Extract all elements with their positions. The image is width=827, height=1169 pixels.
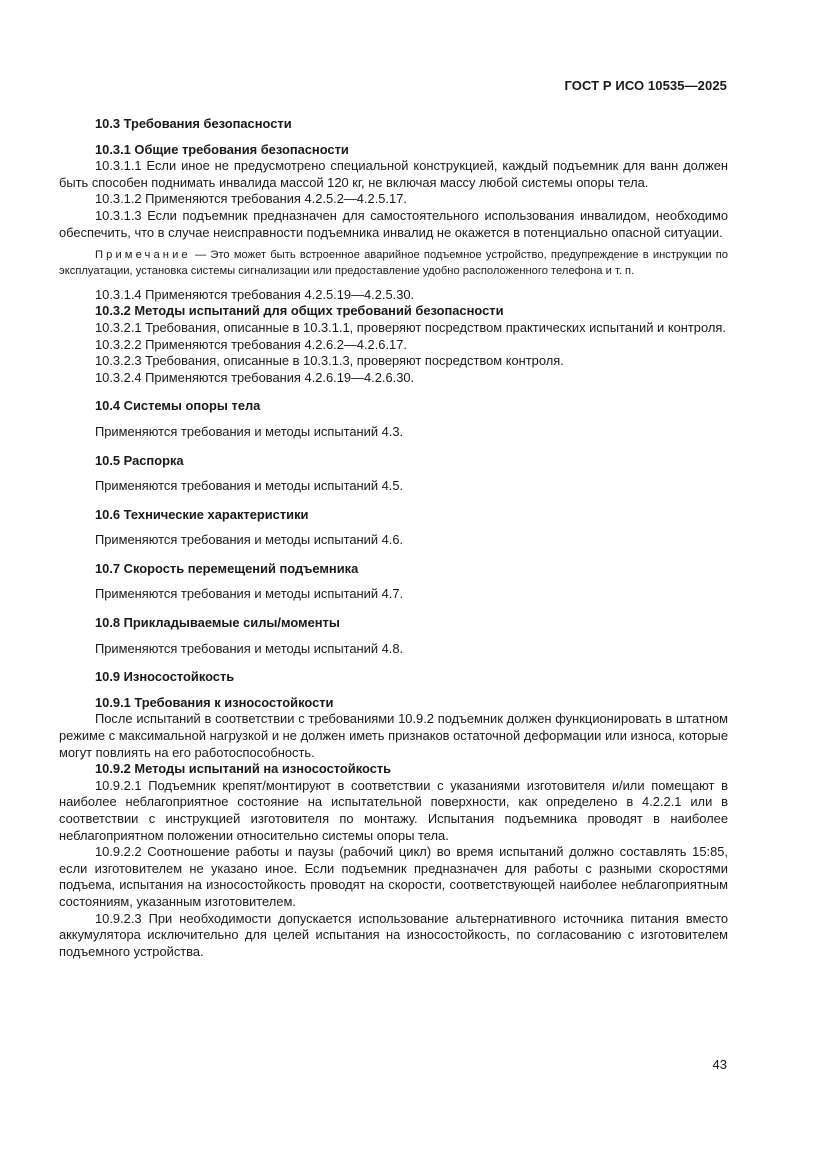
note-text: — Это может быть встроенное аварийное подъемное устройство, предупреждение в инструкции по эксплуатации, установка системы сигнализации или предоставление удобно расположенного телефона и т. п. bbox=[59, 249, 728, 277]
paragraph: 10.3.1.4 Применяются требования 4.2.5.19—4.2.5.30. bbox=[95, 286, 415, 302]
paragraph: Применяются требования и методы испытаний 4.8. bbox=[95, 640, 404, 656]
paragraph: Применяются требования и методы испытаний 4.7. bbox=[95, 586, 404, 602]
paragraph: 10.9.2.3 При необходимости допускается использование альтернативного источника питания вместо аккумулятора исключительно для целей испытания на износостойкость, по согласованию с изготовителем подъемного устройства. bbox=[59, 910, 728, 959]
subsection-heading: 10.9.2 Методы испытаний на износостойкость bbox=[95, 761, 392, 777]
paragraph: 10.3.1.1 Если иное не предусмотрено специальной конструкцией, каждый подъемник для ванн должен быть способен поднимать инвалида массой 120 кг, не включая массу любой системы опоры тела. bbox=[59, 158, 728, 190]
page-number: 43 bbox=[712, 1057, 727, 1072]
section-heading: 10.4 Системы опоры тела bbox=[95, 398, 261, 414]
paragraph: 10.3.2.1 Требования, описанные в 10.3.1.1, проверяют посредством практических испытаний и контроля. bbox=[95, 319, 726, 335]
subsection-heading: 10.3.2 Методы испытаний для общих требований безопасности bbox=[95, 303, 504, 319]
document-body bbox=[59, 116, 728, 960]
paragraph: 10.3.2.3 Требования, описанные в 10.3.1.3, проверяют посредством контроля. bbox=[95, 353, 564, 369]
paragraph: 10.3.1.3 Если подъемник предназначен для самостоятельного использования инвалидом, необходимо обеспечить, что в случае неисправности подъемника инвалид не окажется в потенциально опасной ситуации. bbox=[59, 207, 728, 240]
section-heading: 10.8 Прикладываемые силы/моменты bbox=[95, 615, 340, 631]
section-heading: 10.9 Износостойкость bbox=[95, 669, 235, 685]
subsection-heading: 10.3.1 Общие требования безопасности bbox=[95, 141, 349, 157]
paragraph: 10.3.2.2 Применяются требования 4.2.6.2—4.2.6.17. bbox=[95, 336, 407, 352]
paragraph: 10.9.2.1 Подъемник крепят/монтируют в соответствии с указаниями изготовителя и/или помещают в наиболее неблагоприятное состояние на испытательной поверхности, как определено в 4.2.2.1 или в соответствии с инструкцией изготовителя по монтажу. Испытания подъемника проводят в наиболее неблагоприятном положении относительно системы опоры тела. bbox=[59, 777, 728, 843]
section-heading: 10.7 Скорость перемещений подъемника bbox=[95, 560, 359, 576]
paragraph: После испытаний в соответствии с требованиями 10.9.2 подъемник должен функционировать в штатном режиме с максимальной нагрузкой и не должен иметь признаков остаточной деформации или износа, которые могут повлиять на его работоспособность. bbox=[59, 711, 728, 760]
section-heading: 10.6 Технические характеристики bbox=[95, 506, 309, 522]
paragraph: 10.3.1.2 Применяются требования 4.2.5.2—4.2.5.17. bbox=[95, 191, 407, 207]
section-heading: 10.5 Распорка bbox=[95, 452, 184, 468]
section-heading: 10.3 Требования безопасности bbox=[95, 116, 292, 131]
document-header: ГОСТ Р ИСО 10535—2025 bbox=[564, 78, 727, 93]
note-label: Примечание bbox=[95, 249, 191, 262]
paragraph: 10.9.2.2 Соотношение работы и паузы (рабочий цикл) во время испытаний должно составлять 15:85, если изготовителем не указано иное. Если подъемник предназначен для работы с разными скоростями подъема, испытания на износостойкость проводят на скорости, соответствующей наиболее неблагоприятным состояниям, указанным изготовителем. bbox=[59, 844, 728, 909]
paragraph: Применяются требования и методы испытаний 4.6. bbox=[95, 532, 404, 548]
paragraph: Применяются требования и методы испытаний 4.5. bbox=[95, 478, 404, 494]
paragraph: 10.3.2.4 Применяются требования 4.2.6.19—4.2.6.30. bbox=[95, 369, 415, 385]
subsection-heading: 10.9.1 Требования к износостойкости bbox=[95, 694, 334, 710]
note bbox=[59, 248, 728, 280]
paragraph: Применяются требования и методы испытаний 4.3. bbox=[95, 423, 404, 439]
